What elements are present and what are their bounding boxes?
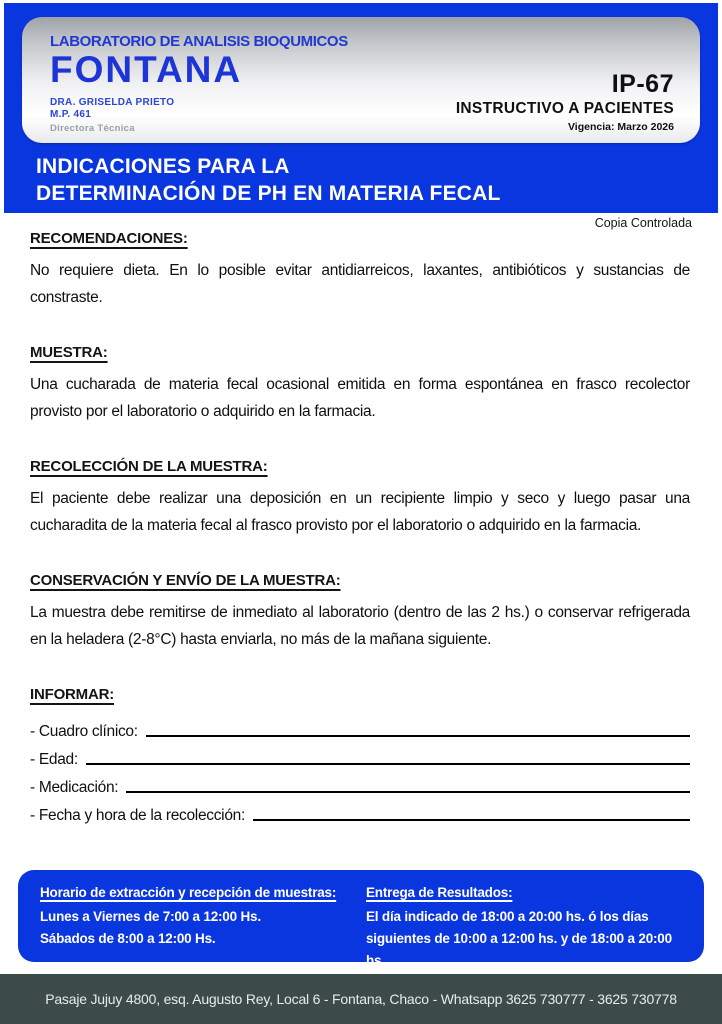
lab-name: LABORATORIO DE ANALISIS BIOQUMICOS: [50, 33, 348, 50]
extraction-hours-column: [40, 885, 366, 962]
fill-label: - Medicación:: [30, 779, 119, 796]
section-recomendaciones: [30, 230, 690, 311]
section-muestra: [30, 344, 690, 425]
results-delivery-heading: Entrega de Resultados:: [366, 885, 513, 900]
fill-label: - Edad:: [30, 751, 78, 768]
fill-label: - Fecha y hora de la recolección:: [30, 807, 245, 824]
section-recoleccion: [30, 458, 690, 539]
document-id-block: [456, 70, 674, 133]
fill-row-fecha-hora: [30, 797, 690, 825]
brand-logo-text: FONTANA: [50, 49, 243, 90]
page-title-line1: INDICACIONES PARA LA: [36, 155, 290, 178]
fill-label: - Cuadro clínico:: [30, 723, 138, 740]
section-heading: RECOLECCIÓN DE LA MUESTRA:: [30, 458, 268, 475]
fill-row-cuadro-clinico: [30, 713, 690, 741]
section-heading: RECOMENDACIONES:: [30, 230, 188, 247]
results-delivery-line1: El día indicado de 18:00 a 20:00 hs. ó los días: [366, 909, 649, 924]
section-heading: MUESTRA:: [30, 344, 108, 361]
controlled-copy-label: Copia Controlada: [594, 216, 692, 230]
section-text: No requiere dieta. En lo posible evitar antidiarreicos, laxantes, antibióticos y sustancias de constraste.: [30, 262, 690, 306]
header-band: [4, 3, 718, 213]
document-code: IP-67: [611, 70, 674, 98]
document-validity: Vigencia: Marzo 2026: [567, 121, 674, 133]
page-title: [36, 153, 501, 207]
blank-line: [146, 735, 690, 737]
fill-row-medicacion: [30, 769, 690, 797]
fill-row-edad: [30, 741, 690, 769]
extraction-hours-heading: Horario de extracción y recepción de muestras:: [40, 885, 337, 900]
section-heading: CONSERVACIÓN Y ENVÍO DE LA MUESTRA:: [30, 572, 341, 589]
brand-card: [22, 17, 700, 143]
director-role: Directora Técnica: [50, 122, 135, 134]
section-text: El paciente debe realizar una deposición en un recipiente limpio y seco y luego pasar una cucharadita de la materia fecal al frasco provisto por el laboratorio o adquirido en la farmacia.: [30, 490, 690, 534]
section-text: La muestra debe remitirse de inmediato al laboratorio (dentro de las 2 hs.) o conservar refrigerada en la heladera (2-8°C) hasta enviarla, no más de la mañana siguiente.: [30, 604, 690, 648]
director-name: DRA. GRISELDA PRIETO: [50, 96, 175, 108]
schedule-box: [18, 870, 704, 968]
section-informar: [30, 686, 690, 825]
address-footer: [0, 974, 722, 1024]
blank-line: [86, 763, 690, 765]
results-delivery-column: [366, 885, 690, 968]
director-license: M.P. 461: [50, 108, 92, 120]
document-body: [30, 230, 690, 858]
extraction-hours-weekdays: Lunes a Viernes de 7:00 a 12:00 Hs.: [40, 909, 261, 924]
extraction-hours-saturday: Sábados de 8:00 a 12:00 Hs.: [40, 931, 216, 946]
page-title-line2: DETERMINACIÓN DE PH EN MATERIA FECAL: [36, 182, 501, 205]
brand-left-block: [50, 33, 348, 134]
blank-line: [253, 819, 690, 821]
section-conservacion: [30, 572, 690, 653]
section-heading: INFORMAR:: [30, 686, 115, 703]
blank-line: [126, 791, 690, 793]
section-text: Una cucharada de materia fecal ocasional emitida en forma espontánea en frasco recolector provisto por el laboratorio o adquirido en la farmacia.: [30, 376, 690, 420]
document-type: INSTRUCTIVO A PACIENTES: [455, 100, 674, 117]
address-text: Pasaje Jujuy 4800, esq. Augusto Rey, Local 6 - Fontana, Chaco - Whatsapp 3625 730777 - 3625 730778: [45, 991, 677, 1007]
results-delivery-line2: siguientes de 10:00 a 12:00 hs. y de 18:00 a 20:00 hs.: [366, 931, 672, 968]
